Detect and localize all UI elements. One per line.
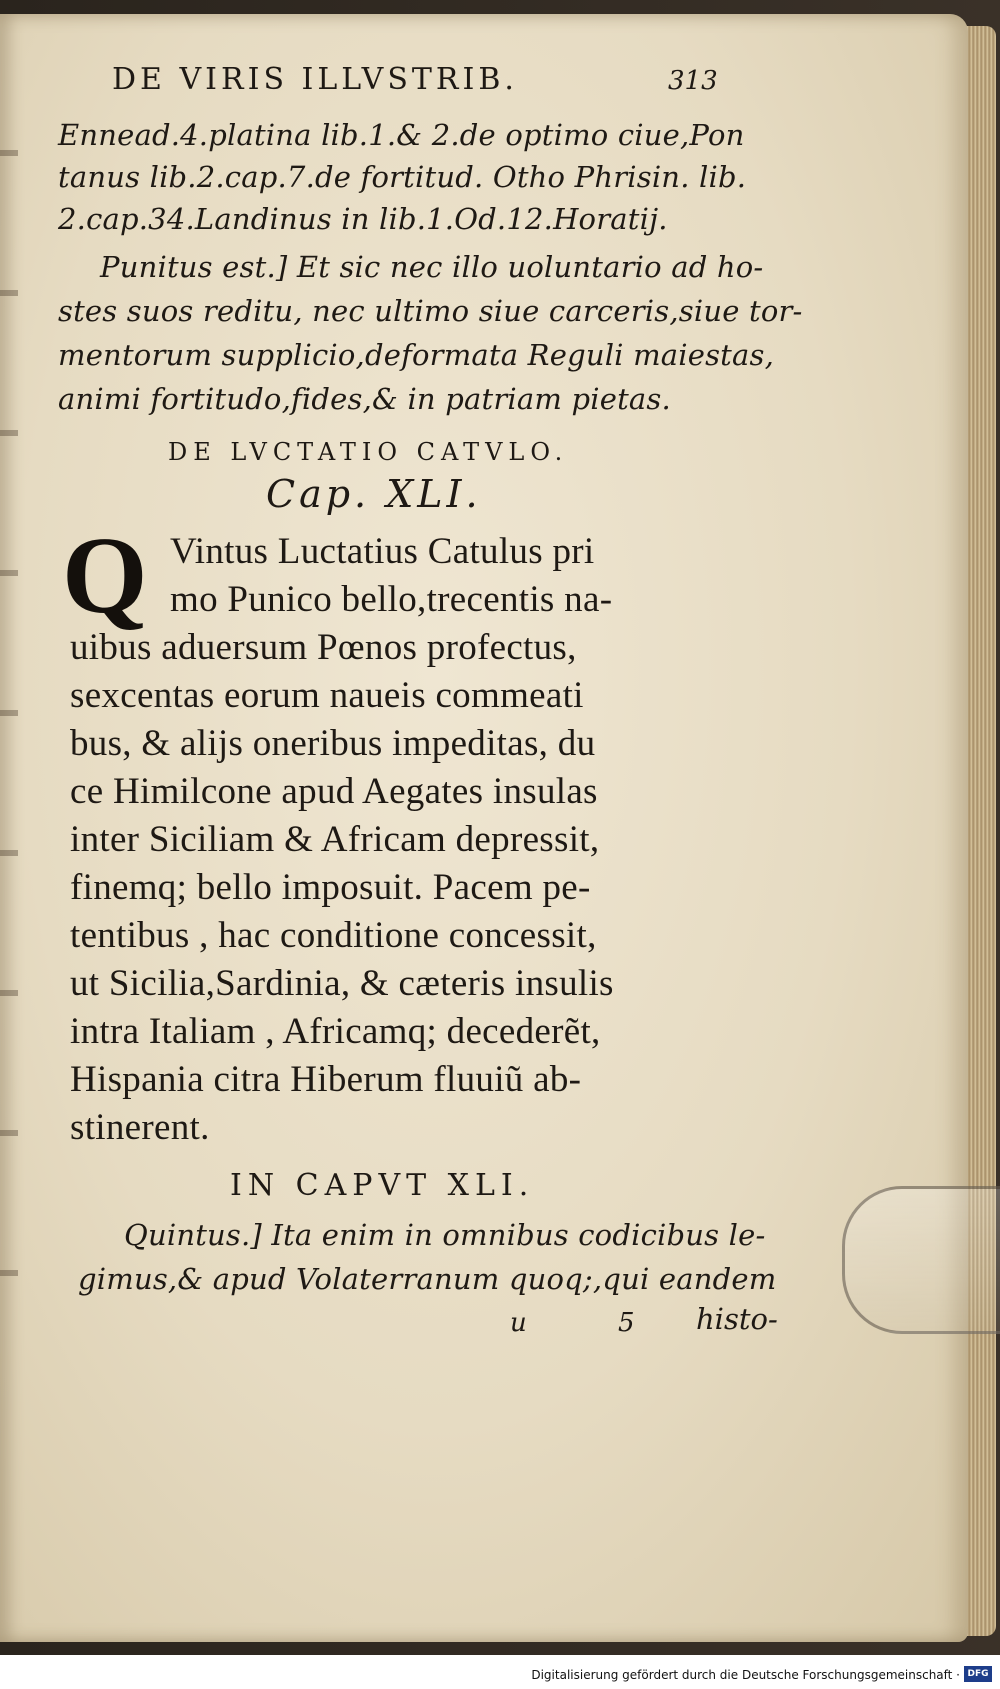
commentary-line: gimus,& apud Volaterranum quoq;,qui eandem (78, 1262, 777, 1296)
commentary-title: IN CAPVT XLI. (230, 1168, 535, 1203)
note-line: mentorum supplicio,deformata Reguli maiestas, (58, 338, 775, 372)
body-line: uibus aduersum Pœnos profectus, (70, 627, 577, 668)
body-line: tentibus , hac conditione concessit, (70, 915, 597, 956)
footer-credit: Digitalisierung gefördert durch die Deutsche Forschungsgemeinschaft · (531, 1668, 960, 1682)
page-edges (966, 26, 996, 1636)
note-line: Punitus est.] Et sic nec illo uoluntario ad ho- (100, 250, 764, 284)
body-line: sexcentas eorum naueis commeati (70, 675, 584, 716)
body-line: Hispania citra Hiberum fluuiũ ab- (70, 1059, 582, 1100)
note-line: 2.cap.34.Landinus in lib.1.Od.12.Horatij. (58, 202, 668, 236)
body-line: stinerent. (70, 1107, 210, 1148)
page-clip (842, 1186, 1000, 1334)
body-line: intra Italiam , Africamq; decederẽt, (70, 1011, 601, 1052)
body-line: ut Sicilia,Sardinia, & cæteris insulis (70, 963, 614, 1004)
commentary-line: Quintus.] Ita enim in omnibus codicibus le- (124, 1218, 766, 1252)
chapter-title: DE LVCTATIO CATVLO. (168, 438, 569, 466)
body-line: finemq; bello imposuit. Pacem pe- (70, 867, 591, 908)
body-line: mo Punico bello,trecentis na- (170, 579, 613, 620)
folio-number: 313 (668, 66, 718, 96)
body-line: bus, & alijs oneribus impeditas, du (70, 723, 596, 764)
body-line: ce Himilcone apud Aegates insulas (70, 771, 598, 812)
signature-number: 5 (618, 1308, 635, 1338)
body-line: Vintus Luctatius Catulus pri (170, 531, 595, 572)
chapter-number: Cap. XLI. (266, 472, 482, 516)
note-line: animi fortitudo,fides,& in patriam pietas. (58, 382, 671, 416)
signature-mark: u (510, 1308, 527, 1338)
note-line: Ennead.4.platina lib.1.& 2.de optimo ciue,Pon (58, 118, 745, 152)
dfg-logo: DFG (964, 1666, 992, 1682)
decorated-initial: Q (62, 514, 148, 636)
note-line: tanus lib.2.cap.7.de fortitud. Otho Phrisin. lib. (58, 160, 747, 194)
body-line: inter Siciliam & Africam depressit, (70, 819, 600, 860)
page-text (58, 0, 803, 1420)
catchword: histo- (696, 1302, 778, 1336)
running-title: DE VIRIS ILLVSTRIB. (112, 62, 518, 97)
note-line: stes suos reditu, nec ultimo siue carceris,siue tor- (58, 294, 803, 328)
left-bleed-through (0, 60, 18, 1360)
